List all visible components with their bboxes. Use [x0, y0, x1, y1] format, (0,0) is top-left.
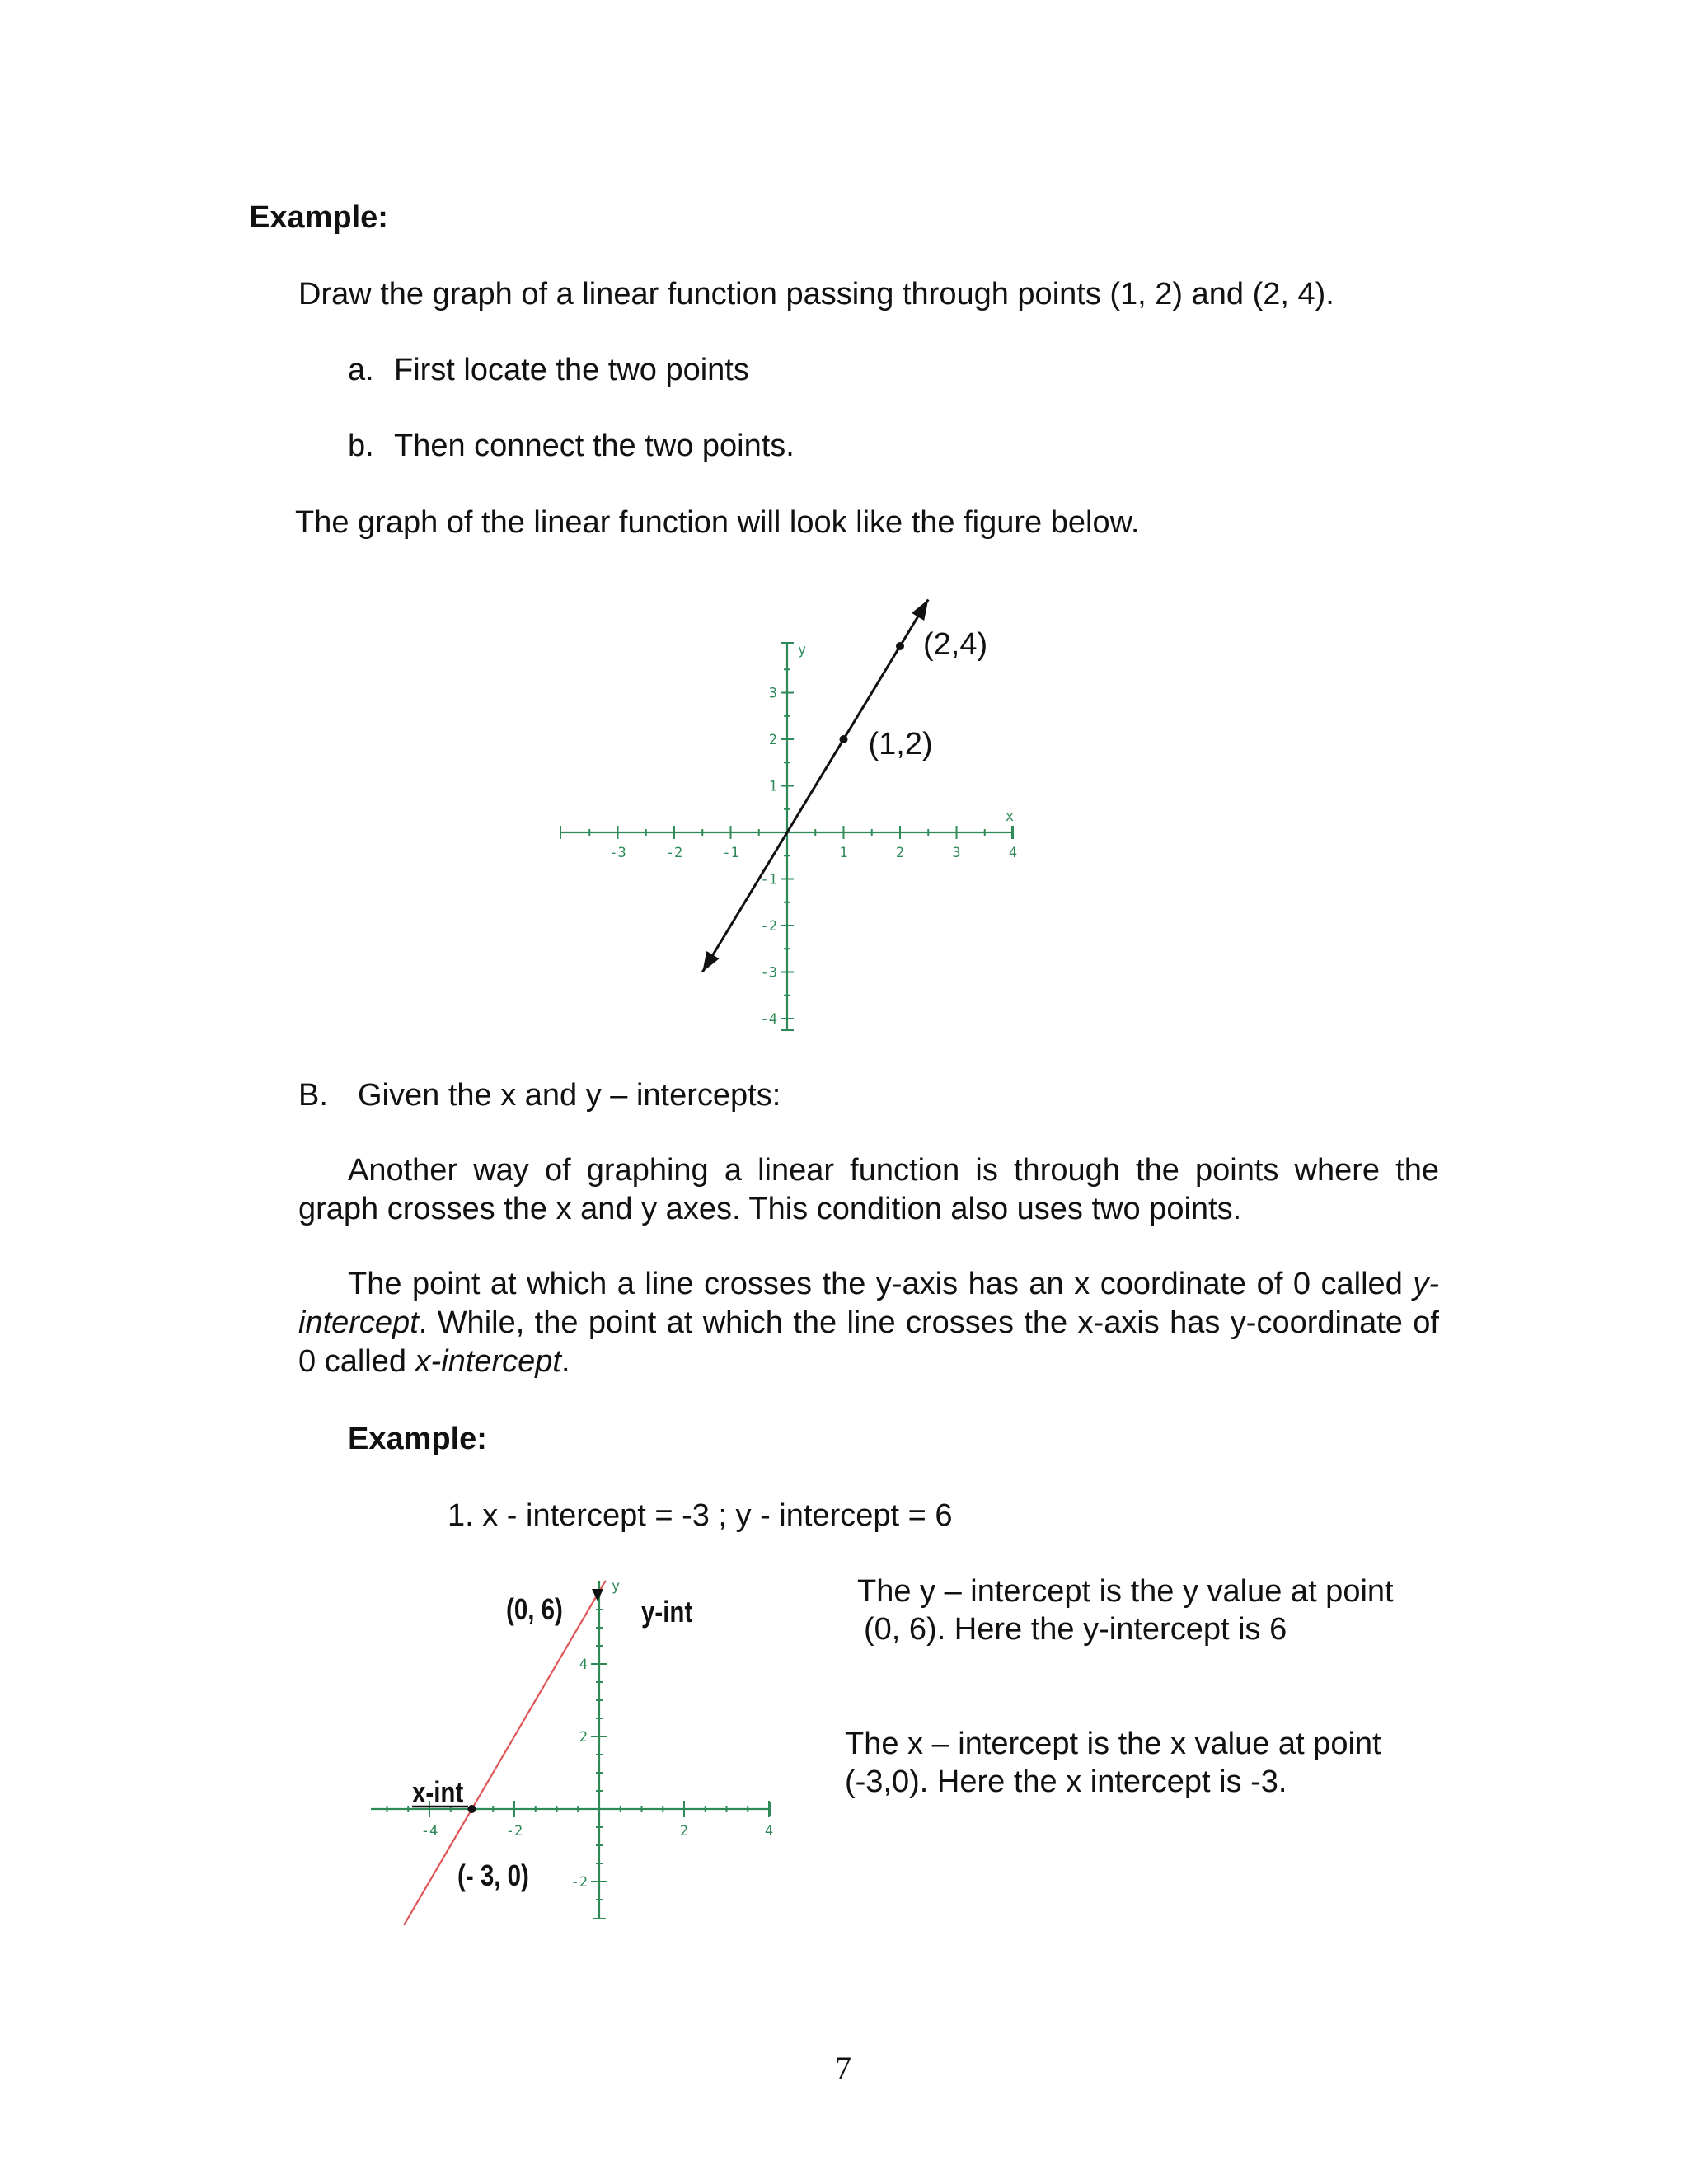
- x-intercept-term: x-intercept: [415, 1344, 561, 1379]
- x-tick-label: 3: [952, 845, 961, 861]
- y-intercept-label: (0, 6): [506, 1592, 563, 1626]
- xint-note-line2: (-3,0). Here the x intercept is -3.: [845, 1765, 1287, 1799]
- example2-line: 1. x - intercept = -3 ; y - intercept = 6: [448, 1498, 953, 1533]
- y-tick-label: -2: [760, 918, 777, 935]
- y-tick-label: -3: [760, 964, 777, 982]
- x-intercept-point: [468, 1805, 476, 1813]
- step-a-text: First locate the two points: [394, 353, 749, 387]
- y-tick-label: 2: [768, 732, 777, 748]
- y-axis-label: y: [611, 1578, 621, 1595]
- page-number: 7: [835, 2050, 851, 2087]
- point-label: (1,2): [868, 727, 933, 762]
- x-axis-label: x: [1005, 808, 1015, 825]
- x-tick-label: 4: [764, 1823, 774, 1840]
- y-tick-label: -1: [760, 871, 777, 888]
- x-tick-label: 2: [679, 1823, 689, 1840]
- x-tick-label: -1: [722, 845, 739, 861]
- step-a-marker: a.: [348, 353, 374, 387]
- x-tick-label: 1: [839, 845, 848, 861]
- x-tick-label: -3: [609, 845, 626, 861]
- yint-note-line2: (0, 6). Here the y-intercept is 6: [864, 1612, 1287, 1647]
- section-b-title: Given the x and y – intercepts:: [358, 1078, 781, 1113]
- graph-description: The graph of the linear function will look like the figure below.: [295, 505, 1140, 540]
- y-tick-label: -4: [760, 1011, 777, 1028]
- definition-text-2: . While, the point at which the line crosses the x-axis has y-coordinate of 0 called: [298, 1305, 1439, 1379]
- step-b-text: Then connect the two points.: [394, 429, 795, 463]
- example2-heading: Example:: [348, 1422, 487, 1456]
- definition-text-3: .: [560, 1344, 570, 1379]
- y-tick-label: -2: [570, 1874, 588, 1891]
- example-heading: Example:: [249, 200, 388, 235]
- problem-statement: Draw the graph of a linear function passing through points (1, 2) and (2, 4).: [298, 277, 1334, 312]
- x-int-tag: x-int: [412, 1775, 464, 1809]
- x-tick-label: -2: [665, 845, 683, 861]
- definition-text-1: The point at which a line crosses the y-axis has an x coordinate of 0 called: [348, 1267, 1414, 1301]
- x-tick-label: -4: [420, 1823, 438, 1840]
- x-tick-label: 4: [1008, 845, 1018, 861]
- x-intercept-label: (- 3, 0): [457, 1858, 529, 1892]
- xint-note-line1: The x – intercept is the x value at point: [845, 1727, 1381, 1761]
- point-label: (2,4): [923, 627, 988, 662]
- x-tick-label: 2: [895, 845, 905, 861]
- y-tick-label: 4: [579, 1657, 588, 1673]
- y-axis-label: y: [797, 642, 807, 658]
- x-tick-label: -2: [505, 1823, 523, 1840]
- intercepts-paragraph-text: Another way of graphing a linear function is through the points where the graph crosses the x and y axes. This condition also uses two points.: [298, 1153, 1439, 1226]
- y-tick-label: 2: [579, 1729, 588, 1746]
- y-int-tag: y-int: [641, 1595, 693, 1629]
- section-b-marker: B.: [298, 1078, 328, 1113]
- y-tick-label: 3: [768, 685, 777, 702]
- y-tick-label: 1: [768, 778, 777, 795]
- y-intercept-term: y-intercept: [298, 1267, 1439, 1340]
- yint-note-line1: The y – intercept is the y value at point: [857, 1574, 1394, 1609]
- step-b-marker: b.: [348, 429, 374, 463]
